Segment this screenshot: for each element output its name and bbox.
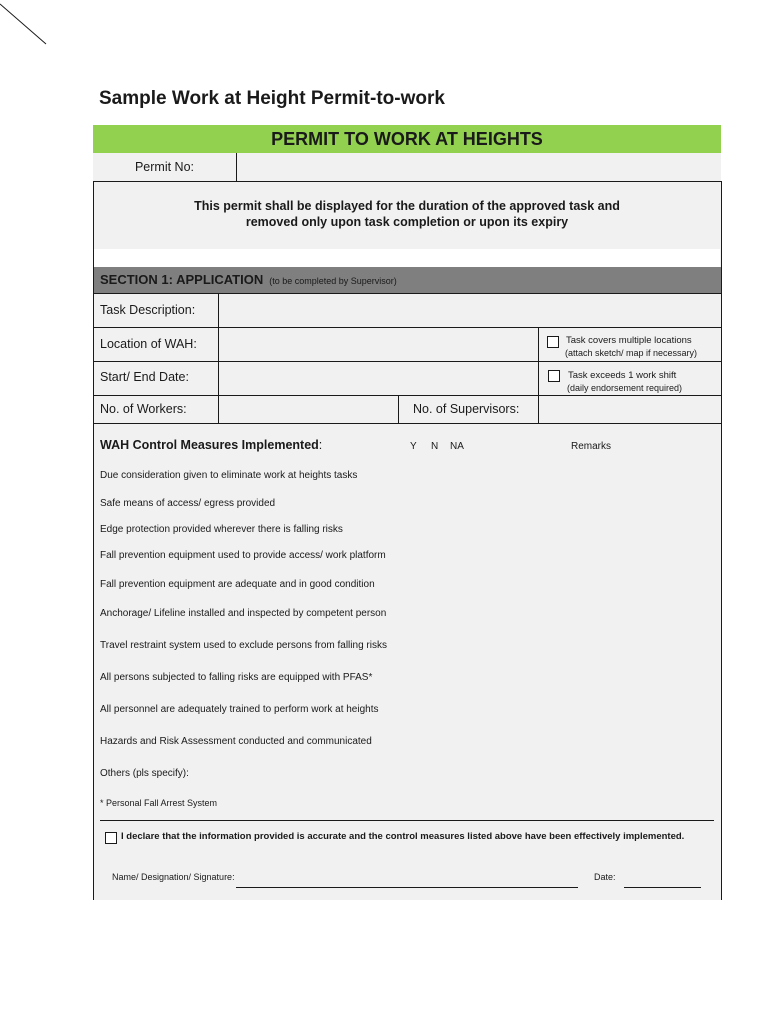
control-measures-heading: WAH Control Measures Implemented (100, 438, 319, 452)
date-field[interactable] (624, 866, 701, 887)
location-label: Location of WAH: (100, 337, 197, 351)
workers-field[interactable] (219, 396, 398, 423)
measure-item: Safe means of access/ egress provided (100, 498, 276, 509)
measure-item: Fall prevention equipment used to provide access/ work platform (100, 550, 386, 561)
measure-item: Anchorage/ Lifeline installed and inspected by competent person (100, 608, 387, 619)
section-1-heading: SECTION 1: APPLICATION (100, 272, 264, 287)
location-field[interactable] (219, 328, 538, 361)
measure-item: All personnel are adequately trained to perform work at heights (100, 704, 379, 715)
column-n: N (431, 441, 439, 452)
corner-diagonal-line (0, 0, 70, 50)
measure-item: Edge protection provided wherever there is falling risks (100, 524, 343, 535)
column-remarks: Remarks (571, 441, 612, 452)
measure-item: Hazards and Risk Assessment conducted and communicated (100, 736, 372, 747)
multiple-locations-label: Task covers multiple locations (566, 335, 692, 346)
notice-line-1: This permit shall be displayed for the duration of the approved task and (194, 199, 620, 213)
workers-label: No. of Workers: (100, 402, 187, 416)
supervisors-field[interactable] (539, 396, 721, 423)
exceeds-shift-label: Task exceeds 1 work shift (568, 370, 677, 381)
column-y: Y (410, 441, 417, 452)
form-header: PERMIT TO WORK AT HEIGHTS (93, 125, 721, 153)
notice-line-2: removed only upon task completion or upon its expiry (245, 215, 569, 229)
multiple-locations-note: (attach sketch/ map if necessary) (565, 348, 698, 358)
declaration-checkbox[interactable] (105, 832, 117, 844)
measure-item: Due consideration given to eliminate work at heights tasks (100, 470, 358, 481)
column-na: NA (450, 441, 464, 452)
measure-item: Fall prevention equipment are adequate and in good condition (100, 579, 375, 590)
notice-spacer (94, 249, 720, 267)
supervisors-label: No. of Supervisors: (413, 402, 520, 416)
permit-no-field[interactable] (237, 153, 721, 181)
section-1-title (100, 267, 397, 294)
dates-label: Start/ End Date: (100, 370, 189, 384)
date-label: Date: (594, 872, 616, 882)
measure-item: Others (pls specify): (100, 768, 189, 779)
signature-field[interactable] (236, 866, 578, 887)
control-measures-title (100, 438, 322, 452)
exceeds-shift-note: (daily endorsement required) (567, 383, 683, 393)
permit-no-label: Permit No: (134, 160, 195, 174)
permit-form (93, 125, 721, 900)
display-notice (93, 198, 721, 230)
footnote: * Personal Fall Arrest System (100, 798, 218, 808)
measure-item: Travel restraint system used to exclude persons from falling risks (100, 640, 387, 651)
exceeds-shift-checkbox[interactable] (548, 370, 560, 382)
section-1-subtitle: (to be completed by Supervisor) (269, 276, 397, 286)
multiple-locations-checkbox[interactable] (547, 336, 559, 348)
measure-item: All persons subjected to falling risks are equipped with PFAS* (100, 672, 373, 683)
task-description-label: Task Description: (100, 303, 196, 317)
control-measures-colon: : (318, 438, 323, 452)
declaration-text: I declare that the information provided is accurate and the control measures listed above have been effectively implemented. (121, 831, 685, 842)
signature-label: Name/ Designation/ Signature: (112, 872, 235, 882)
task-description-field[interactable] (219, 294, 721, 327)
page-title: Sample Work at Height Permit-to-work (99, 88, 445, 109)
dates-field[interactable] (219, 362, 538, 395)
